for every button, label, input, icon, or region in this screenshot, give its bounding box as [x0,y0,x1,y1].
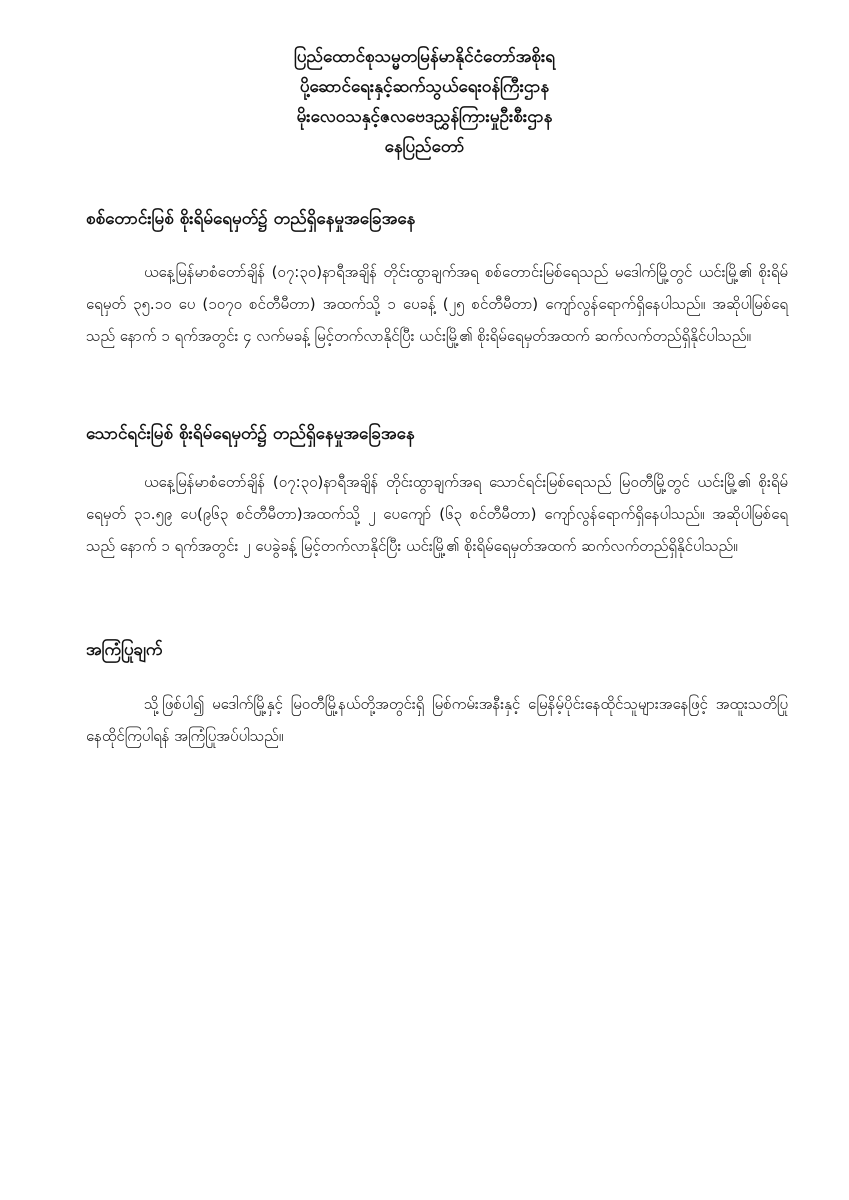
section-paragraph-thaungyin: ယနေ့မြန်မာစံတော်ချိန် (၀၇:၃၀)နာရီအချိန် တိုင်းထွာချက်အရ သောင်ရင်းမြစ်ရေသည် မြဝတီမြို့တွင် ယင်းမြို့၏ စိုးရိမ်ရေမှတ် ၃၁.၅၉ ပေ(၉၆၃ စင်တီမီတာ)အထက်သို့ ၂ ပေကျော် (၆၃ စင်တီမီတာ) ကျော်လွန်ရောက်ရှိနေပါသည်။ အဆိုပါမြစ်ရေသည် နောက် ၁ ရက်အတွင်း ၂ ပေခွဲခန့် မြင့်တက်လာနိုင်ပြီး ယင်းမြို့၏ စိုးရိမ်ရေမှတ်အထက် ဆက်လက်တည်ရှိနိုင်ပါသည်။ [86,473,788,555]
header-government-title: ပြည်ထောင်စုသမ္မတမြန်မာနိုင်ငံတော်အစိုးရ [293,47,556,67]
header-location: နေပြည်တော် [384,137,465,157]
header-ministry-title: ပို့ဆောင်ရေးနှင့်ဆက်သွယ်ရေးဝန်ကြီးဌာန [299,77,550,97]
section-paragraph-sittaung: ယနေ့မြန်မာစံတော်ချိန် (၀၇:၃၀)နာရီအချိန် တိုင်းထွာချက်အရ စစ်တောင်းမြစ်ရေသည် မဒေါက်မြို့တွင် ယင်းမြို့၏ စိုးရိမ်ရေမှတ် ၃၅.၁၀ ပေ (၁၀၇၀ စင်တီမီတာ) အထက်သို့ ၁ ပေခန့် (၂၅ စင်တီမီတာ) ကျော်လွန်ရောက်ရှိနေပါသည်။ အဆိုပါမြစ်ရေသည် နောက် ၁ ရက်အတွင်း ၄ လက်မခန့် မြင့်တက်လာနိုင်ပြီး ယင်းမြို့၏ စိုးရိမ်ရေမှတ်အထက် ဆက်လက်တည်ရှိနိုင်ပါသည်။ [86,263,788,345]
section-paragraph-advice: သို့ဖြစ်ပါ၍ မဒေါက်မြို့နှင့် မြဝတီမြို့နယ်တို့အတွင်းရှိ မြစ်ကမ်းအနီးနှင့် မြေနိမ့်ပိုင်းနေထိုင်သူများအနေဖြင့် အထူးသတိပြုနေထိုင်ကြပါရန် အကြံပြုအပ်ပါသည်။ [86,695,788,745]
header-department-title: မိုးလေဝသနှင့်ဇလဗေဒညွှန်ကြားမှုဦးစီးဌာန [296,107,553,127]
section-heading-advice: အကြံပြုချက် [86,640,163,660]
document-header [0,42,849,162]
section-heading-sittaung: စစ်တောင်းမြစ် စိုးရိမ်ရေမှတ်၌ တည်ရှိနေမှုအခြေအနေ [86,209,416,229]
section-heading-thaungyin: သောင်ရင်းမြစ် စိုးရိမ်ရေမှတ်၌ တည်ရှိနေမှုအခြေအနေ [86,424,415,444]
